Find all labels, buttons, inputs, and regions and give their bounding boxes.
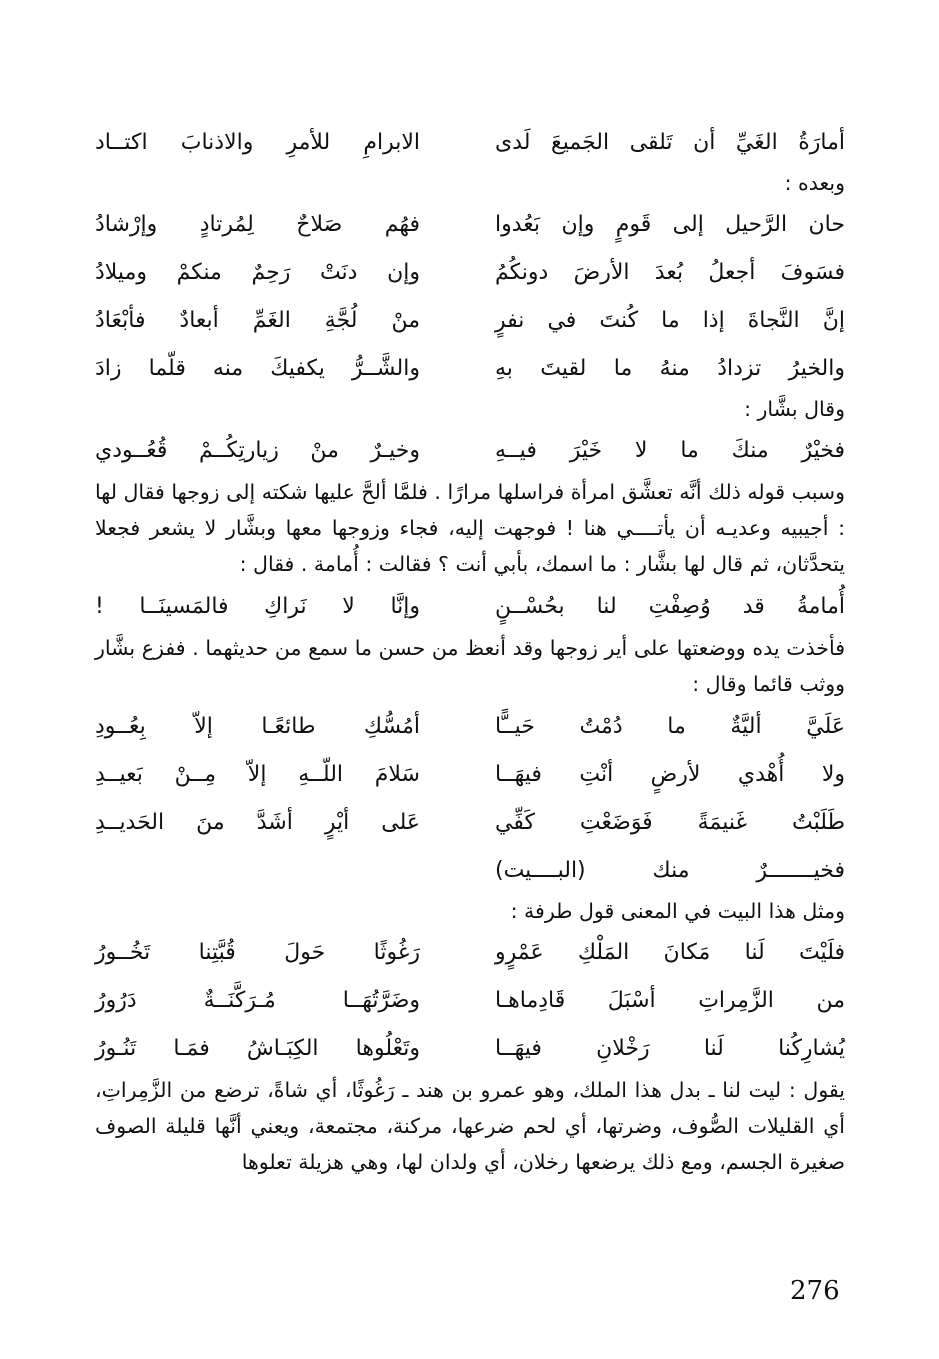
page-number: 276 bbox=[790, 1276, 840, 1306]
verse-line bbox=[95, 976, 845, 1024]
verse-line bbox=[95, 582, 845, 630]
second-hemistich: وخيـرٌ منْ زيارتِكُــمْ قُعُــودي bbox=[95, 437, 420, 463]
intro-line: وقال بشَّار : bbox=[744, 397, 845, 421]
second-hemistich: سَلامَ اللّــهِ إلاّ مِــنْ بَعيــدِ bbox=[95, 761, 420, 787]
first-hemistich: ولا أُهْدي لأرضٍ أنْتِ فيهَــا bbox=[495, 761, 845, 787]
first-hemistich: فخيـــــــرٌ منك (البــــيت) bbox=[495, 857, 845, 883]
second-hemistich: عَلى أيْرٍ أشَدَّ منَ الحَديــدِ bbox=[95, 809, 420, 835]
first-hemistich: يُشارِكُنا لَنا رَخْلانِ فيهَــا bbox=[495, 1035, 845, 1061]
verse-line bbox=[95, 750, 845, 798]
intro-line: وبعده : bbox=[784, 171, 845, 195]
verse-line bbox=[95, 702, 845, 750]
second-hemistich: وضَرَّتُهَــا مُـرَكَّنَــةٌ دَرُورُ bbox=[95, 987, 420, 1013]
first-hemistich: طَلَبْتُ غَنيمَةً فَوَضَعْتِ كَفِّي bbox=[495, 809, 845, 835]
second-hemistich: منْ لُجَّةِ الغَمِّ أبعادٌ فأبْعَادُ bbox=[95, 307, 420, 333]
first-hemistich: أمارَةُ الغَيِّ أن تَلقى الجَميعَ لَدى bbox=[495, 129, 845, 155]
verse-line bbox=[95, 1024, 845, 1072]
second-hemistich: وإنَّا لا نَراكِ فالمَسينَــا ! bbox=[95, 593, 420, 619]
page-body bbox=[95, 118, 845, 1180]
verse-line bbox=[95, 798, 845, 846]
verse-line bbox=[95, 426, 845, 474]
verse-line bbox=[95, 296, 845, 344]
second-hemistich: أمُسُّكِ طائعًـا إلاّ بِعُــودِ bbox=[95, 713, 420, 739]
second-hemistich: وإن دنَتْ رَحِمٌ منكمْ وميلادُ bbox=[95, 259, 420, 285]
first-hemistich: حان الرَّحيل إلى قَومٍ وإن بَعُدوا bbox=[495, 211, 845, 237]
prose-paragraph: فأخذت يده ووضعتها على أير زوجها وقد أنعظ من حسن ما سمع من حديثهما . ففزع بشَّار ووثب قائما وقال : bbox=[95, 636, 845, 696]
verse-line bbox=[95, 846, 845, 894]
first-hemistich: والخيرُ تزدادُ منهُ ما لقيتَ بهِ bbox=[495, 355, 845, 381]
prose-paragraph: وسبب قوله ذلك أنَّه تعشَّق امرأة فراسلها مرارًا . فلمَّا ألحَّ عليها شكته إلى زوجها فقال لها : أجيبيه وعديـه أن يأتــــي هنا ! فوجهت إليه، فجاء وزوجها معها وبشَّار لا يشعر فجعلا يتحدَّثان، ثم قال لها بشَّار : ما اسمك، بأبي أنت ؟ فقالت : أُمامة . فقال : bbox=[95, 480, 845, 576]
second-hemistich: وتَعْلُوها الكِبَـاشُ فمَـا تَنُـورُ bbox=[95, 1035, 420, 1061]
first-hemistich: عَلَيَّ أليَّةٌ ما دُمْتُ حَيــًّا bbox=[495, 713, 845, 739]
verse-line bbox=[95, 248, 845, 296]
second-hemistich: الابرامِ للأمرِ والاذنابَ اكتــاد bbox=[95, 129, 420, 155]
first-hemistich: أُمامةُ قد وُصِفْتِ لنا بحُسْــنٍ bbox=[495, 593, 845, 619]
first-hemistich: فخيْرٌ منكَ ما لا خَيْرَ فيــهِ bbox=[495, 437, 845, 463]
first-hemistich: فلَيْتَ لَنا مَكانَ المَلْكِ عَمْرٍو bbox=[495, 939, 845, 965]
first-hemistich: فسَوفَ أجعلُ بُعدَ الأرضَ دونكُمُ bbox=[495, 259, 845, 285]
second-hemistich: والشَّــرُّ يكفيكَ منه قلّما زادَ bbox=[95, 355, 420, 381]
second-hemistich: رَغُوثًا حَولَ قُبَّتِنا تَخُــورُ bbox=[95, 939, 420, 965]
verse-line bbox=[95, 118, 845, 166]
first-hemistich: إنَّ النَّجاةَ إذا ما كُنتَ في نفرٍ bbox=[495, 307, 845, 333]
second-hemistich: فهُم صَلاحٌ لِمُرتادٍ وإرْشادُ bbox=[95, 211, 420, 237]
verse-line bbox=[95, 928, 845, 976]
prose-paragraph: يقول : ليت لنا ـ بدل هذا الملك، وهو عمرو بن هند ـ رَغُوثًا، أي شاةً، ترضع من الزَّمِراتِ، أي القليلات الصُّوف، وضرتها، أي لحم ضرعها، مركنة، مجتمعة، ويعني أنَّها قليلة الصوف صغيرة الجسم، ومع ذلك يرضعها رخلان، أي ولدان لها، وهي هزيلة تعلوها bbox=[95, 1078, 845, 1174]
intro-line: ومثل هذا البيت في المعنى قول طرفة : bbox=[510, 899, 845, 923]
verse-line bbox=[95, 200, 845, 248]
verse-line bbox=[95, 344, 845, 392]
first-hemistich: من الزَّمِراتِ أسْبَلَ قَادِماهـا bbox=[495, 987, 845, 1013]
